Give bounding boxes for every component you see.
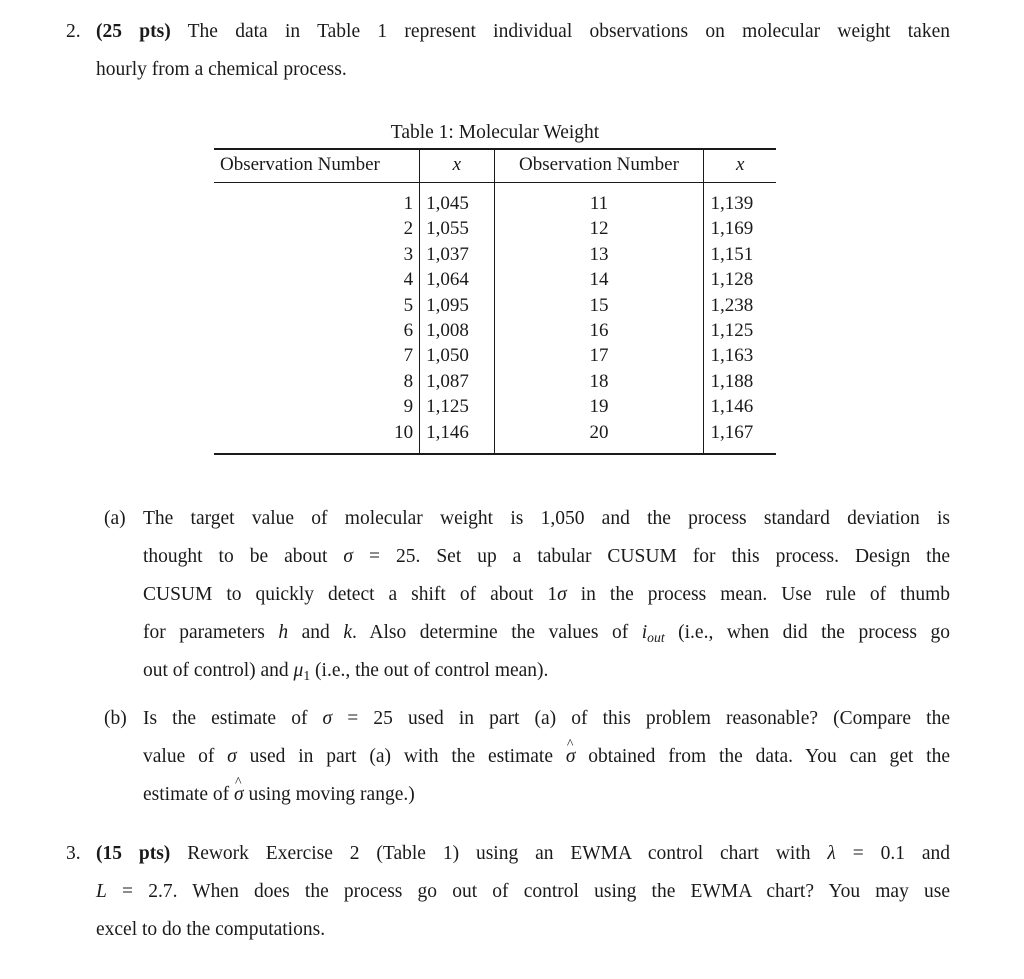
sigma-symbol: σ (227, 746, 237, 767)
cell-observation-number: 14 (494, 267, 704, 292)
mu-symbol: μ (293, 660, 304, 681)
cell-observation-number: 13 (494, 242, 704, 267)
cell-x-value: 1,037 (420, 242, 494, 267)
problem-2 (66, 13, 950, 89)
cell-observation-number: 20 (494, 420, 704, 454)
lambda-symbol: λ (827, 843, 836, 864)
part-b-label: (b) (104, 708, 127, 729)
part-a-text-9: (i.e., when did the process go (664, 622, 951, 643)
problem-2-line-1 (66, 13, 950, 51)
cell-observation-number: 7 (214, 343, 420, 368)
out-subscript: out (647, 630, 665, 645)
part-a-text-8: . Also determine the values of (352, 622, 642, 643)
part-a-text-3: = 25. Set up a tabular CUSUM for this process. Design the (353, 546, 950, 567)
cell-observation-number: 3 (214, 242, 420, 267)
cell-x-value: 1,163 (710, 345, 754, 367)
cell-observation-number: 4 (214, 267, 420, 292)
cell-observation-number: 1 (214, 183, 420, 217)
part-a-text (143, 500, 950, 690)
cell-x-value: 1,139 (710, 193, 754, 214)
table-row (214, 242, 776, 267)
cell-observation-number: 9 (214, 394, 420, 419)
cell-x-value: 1,008 (420, 318, 494, 343)
header-observation-number-1: Observation Number (214, 149, 420, 183)
molecular-weight-table (214, 148, 776, 455)
cell-x-value: 1,169 (710, 218, 754, 240)
part-a-text-11: (i.e., the out of control mean). (310, 660, 549, 681)
i-symbol: i (641, 622, 648, 643)
cell-x-value: 1,238 (710, 294, 754, 316)
L-symbol: L (96, 881, 107, 902)
table-caption: Table 1: Molecular Weight (390, 122, 600, 143)
cell-x-value: 1,167 (710, 421, 754, 443)
cell-observation-number: 8 (214, 369, 420, 394)
sigma-hat-symbol: σ ^ (234, 776, 244, 814)
h-symbol: h (278, 622, 289, 643)
problem-2-text-1: The data in Table 1 represent individual observations on molecular weight taken (187, 21, 950, 42)
part-b-text-3: value of (143, 746, 228, 767)
cell-observation-number: 12 (494, 216, 704, 241)
cell-observation-number: 5 (214, 293, 420, 318)
problem-3-line-1 (66, 835, 950, 873)
table-header-row (214, 149, 776, 183)
cell-observation-number: 16 (494, 318, 704, 343)
cell-x-value: 1,146 (420, 420, 494, 454)
cell-observation-number: 6 (214, 318, 420, 343)
header-x-2: x (704, 149, 776, 183)
table-row (214, 183, 776, 217)
cell-x-value: 1,055 (420, 216, 494, 241)
cell-x-value: 1,151 (710, 243, 754, 265)
cell-x-value: 1,128 (710, 269, 754, 291)
problem-number: 3. (66, 843, 81, 864)
cell-x-value: 1,146 (710, 396, 754, 418)
one-subscript: 1 (303, 668, 311, 683)
part-a-text-4: CUSUM to quickly detect a shift of about 1 (143, 584, 558, 605)
part-a (104, 500, 950, 690)
header-observation-number-2: Observation Number (494, 149, 704, 183)
cell-observation-number: 15 (494, 293, 704, 318)
sigma-symbol: σ (322, 708, 333, 729)
table-row (214, 216, 776, 241)
table-row (214, 369, 776, 394)
problem-3 (66, 835, 950, 949)
cell-observation-number: 11 (494, 183, 704, 217)
part-a-label: (a) (104, 508, 126, 529)
part-a-text-2: thought to be about (143, 546, 344, 567)
problem-3-text-2: = 0.1 and (835, 843, 951, 864)
part-b-text (143, 700, 950, 814)
cell-observation-number: 2 (214, 216, 420, 241)
problem-3-line-2 (66, 873, 950, 911)
part-b-text-7: using moving range.) (243, 784, 415, 805)
part-a-text-5: in the process mean. Use rule of thumb (566, 584, 950, 605)
sigma-symbol: σ (557, 584, 567, 605)
table-row (214, 318, 776, 343)
part-b-text-6: estimate of (143, 784, 234, 805)
cell-x-value: 1,045 (420, 183, 494, 217)
cell-x-value: 1,125 (420, 394, 494, 419)
problem-3-line-3: excel to do the computations. (96, 919, 326, 940)
cell-x-value: 1,087 (420, 369, 494, 394)
problem-3-text-1: Rework Exercise 2 (Table 1) using an EWMA control chart with (187, 843, 828, 864)
header-x-1: x (420, 149, 494, 183)
cell-x-value: 1,050 (420, 343, 494, 368)
table-row (214, 267, 776, 292)
cell-x-value: 1,095 (420, 293, 494, 318)
sigma-hat-symbol: σ ^ (566, 738, 576, 776)
part-b-text-2: = 25 used in part (a) of this problem reasonable? (Compare the (332, 708, 951, 729)
table-row (214, 394, 776, 419)
problem-3-text-3: = 2.7. When does the process go out of control using the EWMA chart? You may use (106, 881, 950, 902)
k-symbol: k (343, 622, 353, 643)
part-a-text-7: and (288, 622, 344, 643)
cell-x-value: 1,188 (710, 370, 754, 392)
problem-2-line-2: hourly from a chemical process. (96, 59, 347, 80)
part-b-text-4: used in part (a) with the estimate (236, 746, 566, 767)
cell-observation-number: 18 (494, 369, 704, 394)
part-b-text-5: obtained from the data. You can get the (575, 746, 950, 767)
cell-x-value: 1,125 (710, 320, 754, 342)
part-a-text-10: out of control) and (143, 660, 294, 681)
cell-observation-number: 10 (214, 420, 420, 454)
part-b-text-1: Is the estimate of (143, 708, 323, 729)
sigma-symbol: σ (343, 546, 354, 567)
problem-points: (15 pts) (96, 843, 171, 864)
table-container (214, 148, 776, 455)
problem-points: (25 pts) (96, 21, 171, 42)
cell-x-value: 1,064 (420, 267, 494, 292)
problem-number: 2. (66, 21, 81, 42)
table-row (214, 420, 776, 454)
part-a-text-1: The target value of molecular weight is 1,050 and the process standard deviation is (143, 508, 950, 529)
table-row (214, 293, 776, 318)
cell-observation-number: 17 (494, 343, 704, 368)
part-a-text-6: for parameters (143, 622, 279, 643)
table-row (214, 343, 776, 368)
table-body (214, 183, 776, 455)
cell-observation-number: 19 (494, 394, 704, 419)
part-b (104, 700, 950, 814)
